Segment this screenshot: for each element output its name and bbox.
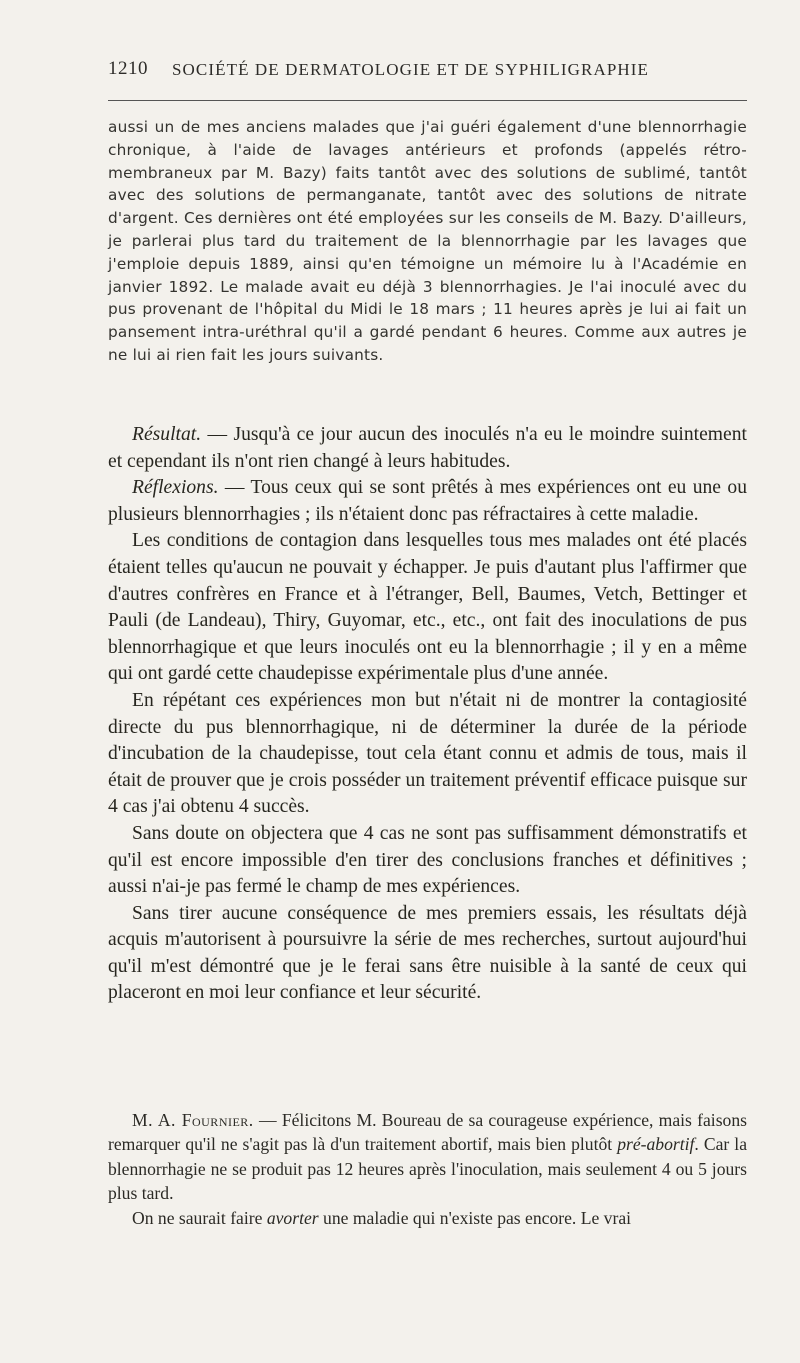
body-paragraph: Les conditions de contagion dans lesquelles tous mes malades ont été placés étaient telles qu'aucun ne pouvait y échapper. Je puis d'autant plus l'affirmer que d'autres confrères en France et à l'étranger, Bell, Baumes, Vetch, Bettinger et Pauli (de Landeau), Thiry, Guyomar, etc., etc., ont fait des inoculations de pus blennorrhagique et que leurs inoculés ont eu la blennorrhagie ; il y en a même qui ont gardé cette chaudepisse expérimentale plus d'une année. <box>108 530 747 685</box>
reflexions-text: — Tous ceux qui se sont prêtés à mes expériences ont eu une ou plusieurs blennorrhagies ; ils n'étaient donc pas réfractaires à cette maladie. <box>108 477 747 525</box>
resultat-label: Résultat. <box>132 424 202 445</box>
resultat-text: — Jusqu'à ce jour aucun des inoculés n'a eu le moindre suintement et cependant ils n'ont rien changé à leurs habitudes. <box>108 424 747 472</box>
last-text-before: On ne saurait faire <box>132 1207 267 1228</box>
fournier-paragraph <box>108 1108 747 1206</box>
case-report-paragraph <box>108 116 747 367</box>
running-title: SOCIÉTÉ DE DERMATOLOGIE ET DE SYPHILIGRAPHIE <box>172 60 650 79</box>
last-italic: avorter <box>266 1207 319 1228</box>
last-text-after: une maladie qui n'existe pas encore. Le vrai <box>318 1207 632 1228</box>
last-paragraph <box>108 1206 747 1230</box>
main-text <box>108 422 747 1007</box>
fournier-italic: pré-abortif <box>617 1134 695 1155</box>
body-paragraph: Sans tirer aucune conséquence de mes premiers essais, les résultats déjà acquis m'autorisent à poursuivre la série de mes recherches, surtout aujourd'hui qu'il m'est démontré que je le ferai sans être nuisible à la santé de ceux qui placeront en moi leur confiance et leur sécurité. <box>108 902 747 1004</box>
case-report-text: aussi un de mes anciens malades que j'ai guéri également d'une blennorrhagie chronique, à l'aide de lavages antérieurs et profonds (appelés rétro-membraneux par M. Bazy) faits tantôt avec des solutions de sublimé, tantôt avec des solutions de permanganate, tantôt avec des solutions de nitrate d'argent. Ces dernières ont été employées sur les conseils de M. Bazy. D'ailleurs, je parlerai plus tard du traitement de la blennorrhagie par les lavages que j'emploie depuis 1889, ainsi qu'en témoigne un mémoire lu à l'Académie en janvier 1892. Le malade avait eu déjà 3 blennorrhagies. Je l'ai inoculé avec du pus provenant de l'hôpital du Midi le 18 mars ; 11 heures après je lui ai fait un pansement intra-uréthral qu'il a gardé pendant 6 heures. Comme aux autres je ne lui ai rien fait les jours suivants. <box>108 118 747 364</box>
header-rule <box>108 100 747 101</box>
resultat-paragraph <box>108 422 747 475</box>
speaker-name: M. A. Fournier. <box>132 1110 254 1130</box>
body-paragraph: En répétant ces expériences mon but n'était ni de montrer la contagiosité directe du pus blennorrhagique, ni de déterminer la durée de la période d'incubation de la chaudepisse, tout cela étant connu et admis de tous, mais il était de prouver que je crois posséder un traitement préventif efficace puisque sur 4 cas j'ai obtenu 4 succès. <box>108 689 747 818</box>
body-paragraph: Sans doute on objectera que 4 cas ne sont pas suffisamment démonstratifs et qu'il est encore impossible d'en tirer des conclusions franches et définitives ; aussi n'ai-je pas fermé le champ de mes expériences. <box>108 822 747 898</box>
page-number: 1210 <box>108 58 148 79</box>
running-head <box>108 58 748 88</box>
reflexions-label: Réflexions. <box>132 477 219 499</box>
fournier-text-after: . Car la blennorrhagie ne se produit pas 12 heures après l'inoculation, mais seulement 4 ou 5 jours plus tard. <box>108 1134 747 1204</box>
reflexions-paragraph <box>108 475 747 528</box>
discussion <box>108 1108 747 1230</box>
fournier-text-before: — Félicitons M. Boureau de sa courageuse expérience, mais faisons remarquer qu'il ne s'agit pas là d'un traitement abortif, mais bien plutôt <box>108 1110 747 1155</box>
